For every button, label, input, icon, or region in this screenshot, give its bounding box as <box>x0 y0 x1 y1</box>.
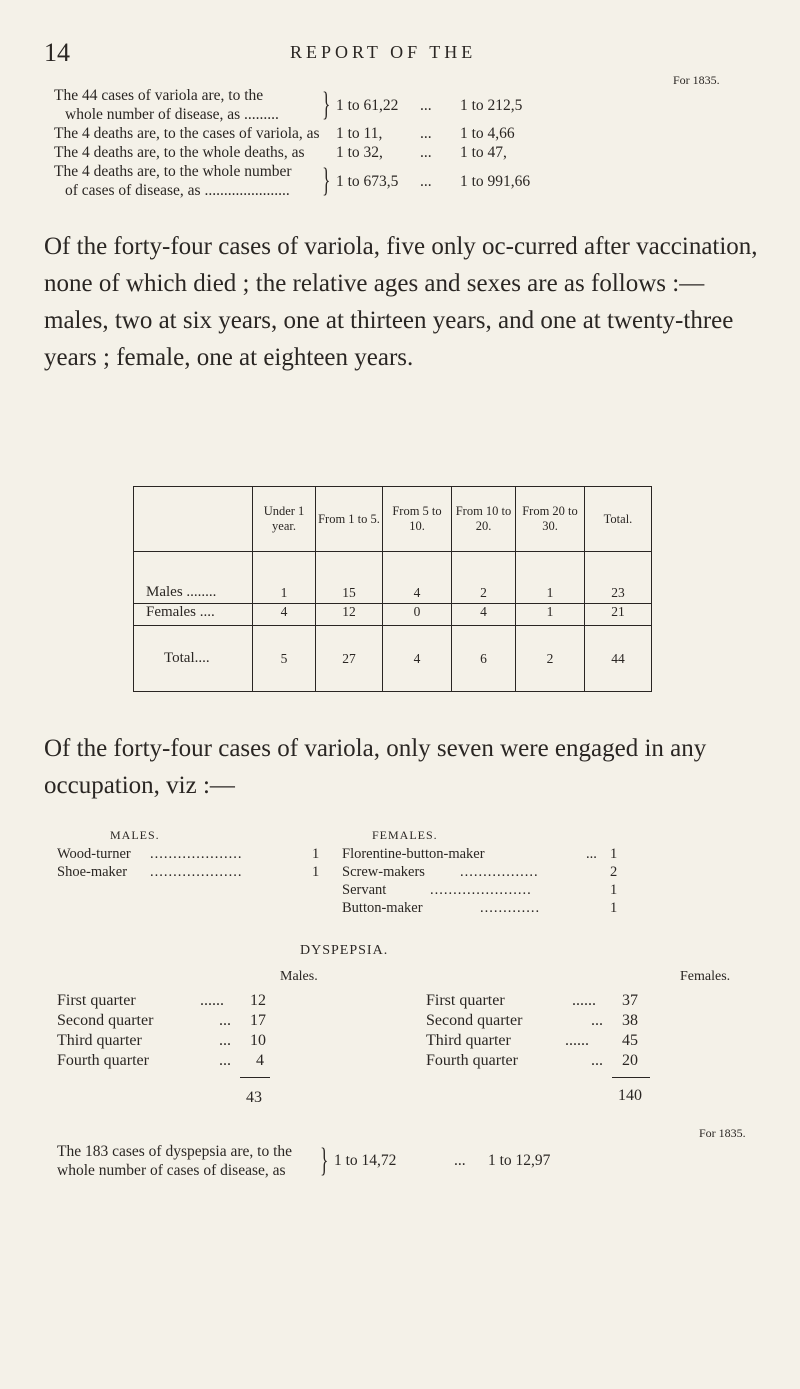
leader-dots: ............. <box>480 900 541 916</box>
column-header: Under 1 year. <box>253 487 316 552</box>
total-rule <box>612 1077 650 1078</box>
table-row <box>134 604 652 626</box>
column-header: From 1 to 5. <box>316 487 383 552</box>
ratio-label: of cases of disease, as ...................... <box>65 182 290 199</box>
ratio-compare: 1 to 212,5 <box>460 97 523 114</box>
dyspepsia-male-value: 12 <box>250 992 266 1009</box>
dyspepsia-male-value: 17 <box>250 1012 266 1029</box>
dyspepsia-male-value: 10 <box>250 1032 266 1049</box>
table-cell: 0 <box>383 604 452 626</box>
table-cell: 1 <box>516 552 585 604</box>
table-cell: 12 <box>316 604 383 626</box>
occupation-count: 1 <box>610 846 618 862</box>
table-cell: 4 <box>383 626 452 692</box>
occupation-name: Screw-makers <box>342 864 425 880</box>
table-cell: 2 <box>452 552 516 604</box>
table-cell: 44 <box>585 626 652 692</box>
occupation-count: 1 <box>312 864 320 880</box>
dyspepsia-female-value: 37 <box>622 992 638 1009</box>
ratio-label: The 4 deaths are, to the whole deaths, as <box>54 144 305 161</box>
table-cell: 4 <box>253 604 316 626</box>
ratio-leader: ... <box>420 173 432 190</box>
table-cell: 23 <box>585 552 652 604</box>
dyspepsia-female-quarter: First quarter <box>426 992 505 1009</box>
occupation-name: Shoe-maker <box>57 864 128 880</box>
occupation-name: Servant <box>342 882 387 898</box>
row-label: Females .... <box>134 604 253 626</box>
table-row-total <box>134 626 652 692</box>
ratio-label: The 4 deaths are, to the cases of variola, as <box>54 125 320 142</box>
brace-icon: } <box>322 86 331 123</box>
occupation-name: Button-maker <box>342 900 423 916</box>
table-cell: 6 <box>452 626 516 692</box>
dyspepsia-for-year: For 1835. <box>699 1126 746 1140</box>
dyspepsia-female-value: 20 <box>622 1052 638 1069</box>
leader-dots: ... <box>219 1052 231 1069</box>
occupation-name: Wood-turner <box>57 846 131 862</box>
dyspepsia-female-quarter: Fourth quarter <box>426 1052 518 1069</box>
leader-dots: ...... <box>572 992 596 1009</box>
dyspepsia-male-quarter: Second quarter <box>57 1012 154 1029</box>
dyspepsia-female-quarter: Third quarter <box>426 1032 511 1049</box>
dyspepsia-male-value: 4 <box>256 1052 264 1069</box>
ratio-label: whole number of disease, as ......... <box>65 106 279 123</box>
leader-dots: ... <box>591 1052 603 1069</box>
dyspepsia-females-heading: Females. <box>680 969 731 984</box>
table-cell: 1 <box>516 604 585 626</box>
ratio-leader: ... <box>420 125 432 142</box>
occupation-count: 1 <box>610 882 618 898</box>
leader-dots: ... <box>219 1012 231 1029</box>
ratio-compare: 1 to 4,66 <box>460 125 515 142</box>
ratio-compare: 1 to 47, <box>460 144 507 161</box>
table-cell: 4 <box>383 552 452 604</box>
occupations-females-heading: FEMALES. <box>372 828 438 842</box>
dyspepsia-summary-label: The 183 cases of dyspepsia are, to the <box>57 1143 293 1160</box>
table-cell: 2 <box>516 626 585 692</box>
table-row <box>134 552 652 604</box>
running-title: REPORT OF THE <box>290 42 477 62</box>
occupation-count: 2 <box>610 864 618 880</box>
total-rule <box>240 1077 270 1078</box>
column-header: From 5 to 10. <box>383 487 452 552</box>
leader-dots: ...................... <box>430 882 532 898</box>
dyspepsia-summary-compare: 1 to 12,97 <box>488 1152 551 1169</box>
ratio-label: The 4 deaths are, to the whole number <box>54 163 292 180</box>
dyspepsia-males-heading: Males. <box>280 969 318 984</box>
occupation-name: Florentine-button-maker <box>342 846 485 862</box>
brace-icon: } <box>322 162 331 199</box>
ratio-leader: ... <box>420 144 432 161</box>
leader-dots: ...... <box>200 992 224 1009</box>
ratio-for-year: For 1835. <box>673 73 720 87</box>
paragraph-variola-vaccination: Of the forty-four cases of variola, five only oc-curred after vaccination, none of which died ; the relative ages and sexes are as follows :— males, two at six years, one at thirteen years, and one at twenty-three years ; female, one at eighteen years. <box>44 233 758 371</box>
dyspepsia-summary-label: whole number of cases of disease, as <box>57 1162 286 1179</box>
leader-dots: .................... <box>150 864 243 880</box>
table-cell: 4 <box>452 604 516 626</box>
occupation-count: 1 <box>610 900 618 916</box>
dyspepsia-female-quarter: Second quarter <box>426 1012 523 1029</box>
table-cell: 21 <box>585 604 652 626</box>
leader-dots: ... <box>591 1012 603 1029</box>
column-header: From 20 to 30. <box>516 487 585 552</box>
dyspepsia-female-value: 45 <box>622 1032 638 1049</box>
ratio-leader: ... <box>420 97 432 114</box>
leader-dots: ... <box>586 846 597 862</box>
ratio-leader: ... <box>454 1152 466 1169</box>
table-cell: 15 <box>316 552 383 604</box>
occupation-count: 1 <box>312 846 320 862</box>
ratio-value: 1 to 11, <box>336 125 383 142</box>
dyspepsia-male-quarter: First quarter <box>57 992 136 1009</box>
page-number: 14 <box>44 38 70 67</box>
ratio-value: 1 to 61,22 <box>336 97 399 114</box>
table-cell: 1 <box>253 552 316 604</box>
leader-dots: ................. <box>460 864 539 880</box>
dyspepsia-title: DYSPEPSIA. <box>300 943 389 958</box>
dyspepsia-males-total: 43 <box>246 1089 262 1106</box>
table-header-row <box>134 487 652 552</box>
ratio-value: 1 to 673,5 <box>336 173 399 190</box>
ratio-compare: 1 to 991,66 <box>460 173 531 190</box>
table-cell: 5 <box>253 626 316 692</box>
table-corner-cell <box>134 487 253 552</box>
ratio-value: 1 to 32, <box>336 144 383 161</box>
ratio-label: The 44 cases of variola are, to the <box>54 87 264 104</box>
dyspepsia-male-quarter: Fourth quarter <box>57 1052 149 1069</box>
leader-dots: ...... <box>565 1032 589 1049</box>
row-label: Total.... <box>134 626 253 692</box>
paragraph-occupations: Of the forty-four cases of variola, only seven were engaged in any occupation, viz :— <box>44 735 707 799</box>
leader-dots: .................... <box>150 846 243 862</box>
table-cell: 27 <box>316 626 383 692</box>
dyspepsia-summary-value: 1 to 14,72 <box>334 1152 397 1169</box>
dyspepsia-female-value: 38 <box>622 1012 638 1029</box>
age-sex-table <box>133 486 652 692</box>
occupations-males-heading: MALES. <box>110 828 160 842</box>
column-header: Total. <box>585 487 652 552</box>
dyspepsia-females-total: 140 <box>618 1087 642 1104</box>
row-label: Males ........ <box>134 552 253 604</box>
column-header: From 10 to 20. <box>452 487 516 552</box>
leader-dots: ... <box>219 1032 231 1049</box>
brace-icon: } <box>320 1142 329 1179</box>
dyspepsia-male-quarter: Third quarter <box>57 1032 142 1049</box>
